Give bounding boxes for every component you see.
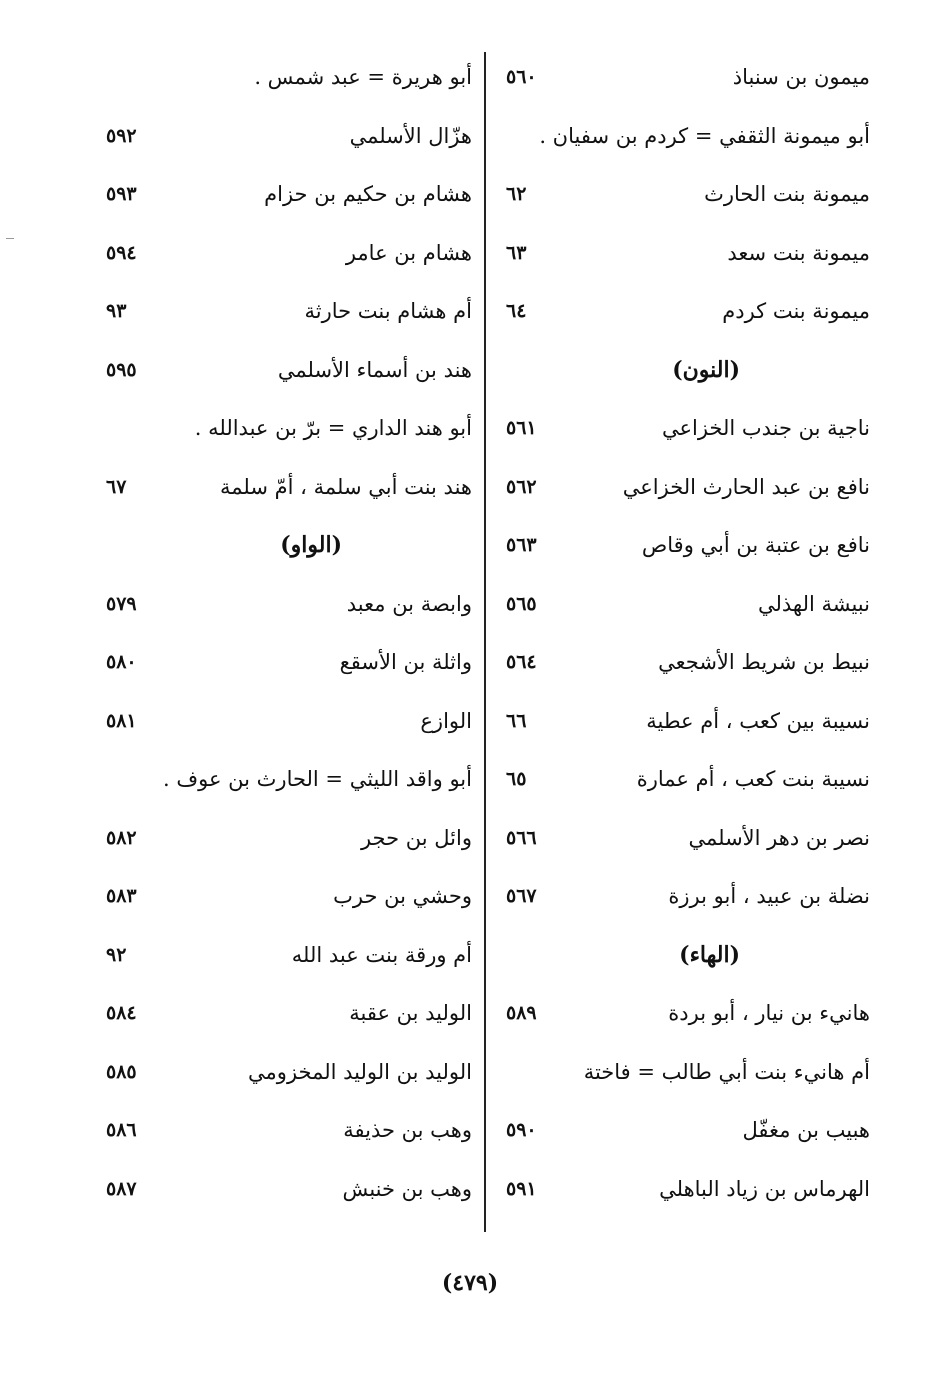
entry-number: ٥٩١ [506,1177,537,1200]
entry-name: هشام بن حكيم بن حزام [264,182,472,206]
entry-name: نسيبة بنت كعب ، أم عمارة [636,767,870,791]
entry-name: نضلة بن عبيد ، أبو برزة [668,884,870,908]
index-entry [496,516,870,575]
entry-name: وائل بن حجر [360,825,472,850]
entry-number: ٥٦٢ [506,475,537,498]
index-entry [96,1043,472,1102]
entry-name: وحشي بن حرب [333,884,472,908]
entry-name: وابصة بن معبد [346,591,472,616]
entry-name: أبو هريرة = عبد شمس . [254,65,472,89]
entry-number: ٥٩٥ [106,358,137,381]
entry-number: ٥٨٦ [106,1119,137,1141]
entry-number: ٥٩٤ [106,241,137,264]
index-entry [96,867,472,926]
right-column [496,48,870,1218]
index-entry [496,458,870,517]
entry-name: ميمونة بنت كردم [722,299,870,323]
index-entry [496,575,870,634]
entry-number: ٩٢ [106,943,127,966]
index-entry [96,399,472,458]
entry-name: ميمونة بنت سعد [727,240,870,265]
entry-name: هزّال الأسلمي [349,123,472,148]
entry-number: ٥٨١ [106,709,137,732]
index-entry [496,809,870,868]
index-entry [96,1101,472,1160]
entry-name: نصر بن دهر الأسلمي [688,825,870,850]
index-entry [96,575,472,634]
entry-name: هند بن أسماء الأسلمي [277,357,472,382]
entry-number: ٦٦ [506,709,527,732]
index-entry [496,1160,870,1219]
entry-name: نافع بن عتبة بن أبي وقاص [641,533,870,557]
index-entry [496,692,870,751]
left-column [96,48,472,1218]
index-entry [96,809,472,868]
index-entry [96,107,472,166]
entry-number: ٥٨٢ [106,826,137,849]
entry-name: وهب بن خنبش [342,1176,472,1201]
entry-number: ٥٦٣ [506,534,537,556]
index-entry [96,692,472,751]
entry-number: ٥٦٧ [506,885,537,907]
entry-number: ٥٦٥ [506,592,537,615]
entry-number: ٥٨٩ [506,1002,537,1024]
entry-name: الوليد بن الوليد المخزومي [248,1059,472,1084]
index-entry [96,341,472,400]
index-entry [96,165,472,224]
entry-name: أبو هند الداري = برّ بن عبدالله . [194,416,472,440]
index-entry [496,1101,870,1160]
index-entry [496,165,870,224]
page-number: (٤٧٩) [441,1270,499,1296]
column-divider [484,52,486,1232]
index-entry [496,1043,870,1102]
entry-number: ٥٨٣ [106,885,137,907]
entry-name: أم ورقة بنت عبد الله [291,942,472,967]
entry-name: ميمون بن سنباذ [732,65,870,89]
entry-name: الوازع [420,708,472,733]
index-entry [96,458,472,517]
entry-number: ٥٦٦ [506,826,537,849]
index-entry [496,633,870,692]
entry-name: أبو واقد الليثي = الحارث بن عوف . [162,767,472,791]
entry-name: وهب بن حذيفة [343,1118,472,1142]
entry-number: ٥٩٣ [106,183,137,205]
entry-number: ٥٨٠ [106,651,137,673]
index-entry [496,107,870,166]
entry-name: أم هشام بنت حارثة [304,299,472,323]
entry-number: ٦٣ [506,241,527,264]
section-heading [96,516,472,575]
entry-number: ٦٢ [506,183,527,205]
entry-name: أبو ميمونة الثقفي = كردم بن سفيان . [539,123,870,148]
entry-name: نافع بن عبد الحارث الخزاعي [622,474,870,499]
index-entry [96,984,472,1043]
entry-name: (النون) [672,356,740,383]
index-entry [496,984,870,1043]
entry-name: ميمونة بنت الحارث [704,182,870,206]
section-heading [496,341,870,400]
entry-number: ٦٧ [106,475,127,498]
entry-name: هانيء بن نيار ، أبو بردة [668,1001,870,1025]
entry-name: هشام بن عامر [345,240,472,265]
index-entry [496,867,870,926]
entry-name: (الهاء) [679,941,740,968]
index-entry [96,282,472,341]
index-entry [96,633,472,692]
entry-name: واثلة بن الأسقع [339,650,472,674]
entry-number: ٥٨٤ [106,1002,137,1024]
entry-number: ٥٦٤ [506,651,537,673]
entry-number: ٦٥ [506,768,527,790]
index-entry [96,750,472,809]
entry-number: ٥٦٠ [506,66,537,88]
index-entry [496,750,870,809]
index-entry [96,1160,472,1219]
index-entry [96,926,472,985]
entry-name: هبيب بن مغفّل [742,1118,870,1142]
index-entry [496,282,870,341]
entry-number: ٥٧٩ [106,592,137,615]
index-entry [96,224,472,283]
scan-edge-mark [6,238,14,239]
section-heading [496,926,870,985]
entry-number: ٦٤ [506,300,527,322]
entry-name: الوليد بن عقبة [349,1001,472,1025]
entry-number: ٥٨٥ [106,1060,137,1083]
entry-name: أم هانيء بنت أبي طالب = فاختة [583,1059,870,1084]
entry-name: ناجية بن جندب الخزاعي [661,416,870,440]
entry-number: ٥٩٠ [506,1119,537,1141]
entry-name: نبيشة الهذلي [757,591,870,616]
index-entry [496,224,870,283]
entry-number: ٥٦١ [506,417,537,439]
entry-name: الهرماس بن زياد الباهلي [659,1176,870,1201]
index-entry [496,48,870,107]
entry-number: ٥٩٢ [106,124,137,147]
entry-name: هند بنت أبي سلمة ، أمّ سلمة [220,474,472,499]
entry-name: نسيبة بين كعب ، أم عطية [646,708,870,733]
entry-name: (الواو) [280,532,342,558]
index-entry [96,48,472,107]
entry-name: نبيط بن شريط الأشجعي [658,650,870,674]
entry-number: ٥٨٧ [106,1177,137,1200]
index-entry [496,399,870,458]
entry-number: ٩٣ [106,300,127,322]
